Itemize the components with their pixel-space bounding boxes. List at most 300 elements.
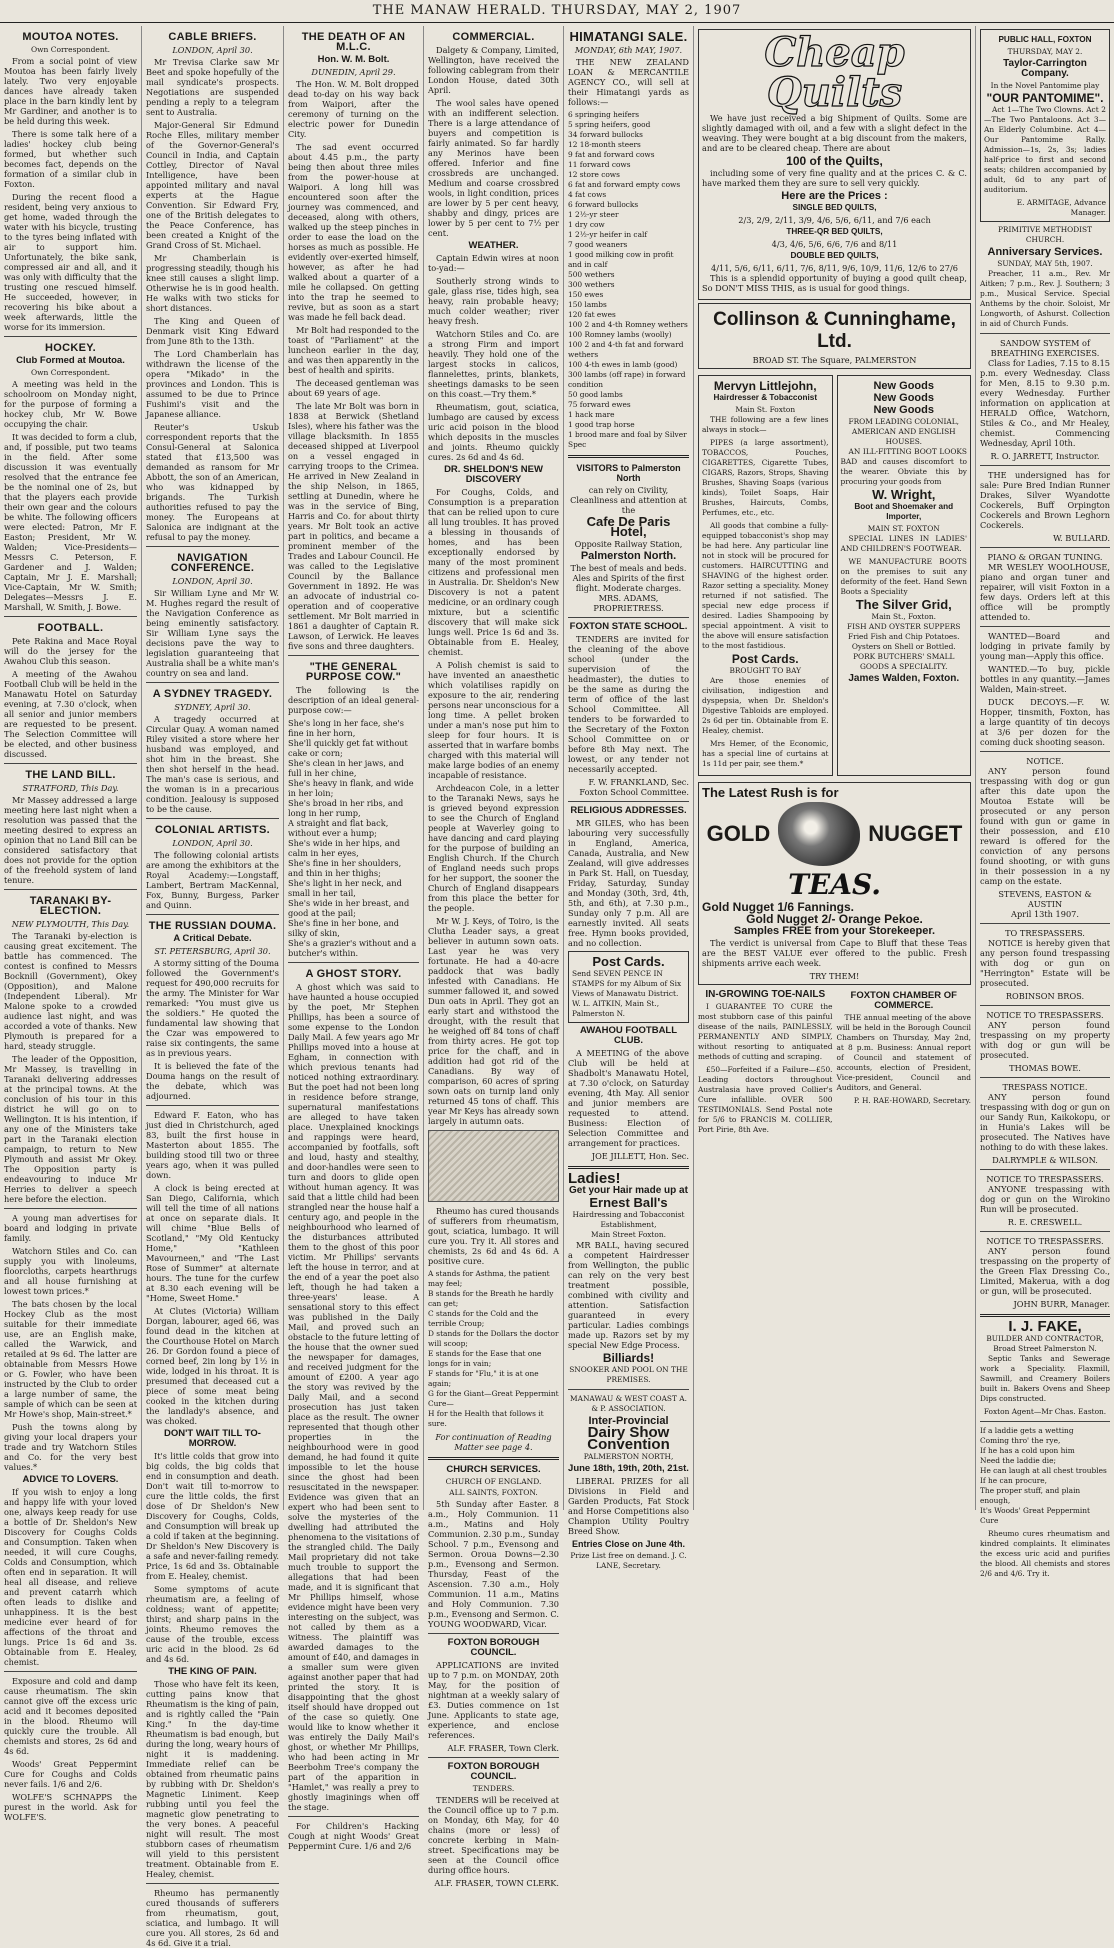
billiards-heading: Billiards!	[602, 1351, 655, 1365]
dont-wait-p: It's little colds that grow into big colds, the big colds that end in consumption and death. Don't wait till to-morrow to cure the little colds, the first dose of Dr Sheldon's New Discovery for Coughs, Colds, and Consumption will break up a cold if taken at the beginning. Dr Sheldon's New Discovery is a safe and never-failing remedy. Price, 1s 6d and 3s. Obtainable from E. Healey, chemist.	[146, 1451, 279, 1581]
stock-item: 50 good lambs	[568, 390, 623, 399]
divider	[568, 801, 689, 802]
stock-item: 1 2½-yr heifer in calf	[568, 230, 648, 239]
notice-date: April 13th 1907.	[1011, 909, 1079, 919]
sheldon-p: For Coughs, Colds, and Consumption is a preparation that can be relied upon to cure all lung troubles. It has proved a blessing in thousands of homes, and has been exceptionally endorsed by many of the most prominent citizens and professional men in Australia. Dr. Sheldon's New Discovery is not a patent medicine, or an ordinary cough mixture, but a scientific discovery that will make sick lungs well. Price 1s 6d and 3s. Obtainable from E. Healey, chemist.	[428, 487, 559, 657]
stock-item: 5 spring heifers, good	[568, 120, 651, 129]
dont-wait-heading: DON'T WAIT TILL TO-MORROW.	[164, 1428, 261, 1449]
polish-p: A Polish chemist is said to have invented an anaesthetic which volatilises rapidly on exposure to the air, rendering persons near unconscious for a long time. A pellet broken under a man's nose put him to sleep for four hours. It is asserted that in warfare bombs charged with this material will make large bodies of an enemy incapable of resistance.	[428, 660, 559, 780]
poem-line: It's Woods' Great Peppermint Cure	[980, 1506, 1090, 1525]
quilts-ad	[698, 29, 971, 300]
column-1	[0, 26, 142, 1822]
divider	[4, 336, 137, 337]
continuation-note: For continuation of Reading Matter see page 4.	[435, 1432, 552, 1452]
king-of-pain-p: Those who have felt its keen, cutting pains know that Rheumatism is the king of pain, and is rightly called the "Pain King." In the day-time Rheumatism is bad enough, but during the long, weary hours of night it is maddening. Immediate relief can be obtained from rheumatic pains by rubbing with Dr. Sheldon's Magnetic Liniment. Keep rubbing until you feel the magnetic glow penetrating to the very bones. A peaceful night will result. The most stubborn cases of rheumatism will yield to this persistent treatment. Obtainable from E. Healey, chemist.	[146, 1679, 279, 1879]
single-quilts-prices: 2/3, 2/9, 2/11, 3/9, 4/6, 5/6, 6/11, and 7/6 each	[738, 215, 931, 225]
billiards-p: SNOOKER AND POOL ON THE PREMISES.	[569, 1365, 688, 1384]
school-heading: FOXTON STATE SCHOOL.	[569, 621, 688, 632]
single-quilts-heading: SINGLE BED QUILTS,	[792, 203, 877, 212]
poem-line: If he can procure,	[980, 1476, 1048, 1485]
new-goods-source: FROM LEADING COLONIAL, AMERICAN AND ENGLISH HOUSES.	[848, 417, 960, 446]
trespass-heading-1: TO TRESPASSERS.	[1005, 928, 1085, 938]
littlejohn-address: Main St. Foxton	[735, 405, 796, 414]
quilts-count: 100 of the Quilts,	[786, 154, 883, 168]
woods-p: Woods' Great Peppermint Cure for Coughs and Colds never fails. 1/6 and 2/6.	[4, 1759, 137, 1789]
chamber-ad	[837, 988, 972, 1138]
fannings-line: Gold Nugget 1/6 Fannings.	[702, 900, 855, 914]
religious-heading: RELIGIOUS ADDRESSES.	[570, 805, 687, 816]
poem-line: She's wide in her hips, and calm in her eyes,	[288, 838, 401, 858]
silver-grid-p2: Fried Fish and Chip Potatoes. Oysters on Shell or Bottled.	[848, 632, 960, 651]
colonial-p1: The following colonial artists are among the exhibitors at the Royal Academy:—Longstaff, Lambert, Bertram MacKennal, Fox, Bunny, Burgess, Parker and Quinn.	[146, 850, 279, 910]
cable-p2: Major-General Sir Edmund Roche Elles, military member of the Governor-General's Council in India, and Captain Cottley, Director of Naval Intelligence, have been appointed military and naval experts at the Hague Convention. Sir Edward Fry, one of the British delegates to the Peace Conference, has been created a Knight of the Grand Cross of St. Michael.	[146, 120, 279, 250]
sydney-p1: A tragedy occurred at Circular Quay. A woman named Riley visited a store where her husband was employed, and shot him in the breast. She then shot herself in the head. The man's case is serious, and the woman is in a precarious condition. Jealousy is supposed to be the cause.	[146, 714, 279, 814]
divider	[568, 1166, 689, 1169]
stock-item: 6 forward bullocks	[568, 200, 639, 209]
anniversary-heading: Anniversary Services.	[987, 246, 1103, 258]
watchorn-p: Watchorn Stiles and Co. are a strong Firm and import heavily. They hold one of the largest stocks in calicos, flannelettes, prints, blankets, sheetings damasks to be seen on this coast.—Try them.*	[428, 329, 559, 399]
show-p: LIBERAL PRIZES for all Divisions in Field and Garden Products, Fat Stock and Horse Competitions also Champion Utility Poultry Breed Show.	[568, 1476, 689, 1536]
stock-item: 1 hack mare	[568, 410, 615, 419]
divider	[568, 455, 689, 458]
cable-p3: Mr Chamberlain is progressing steadily, though his knee still causes a slight limp. Otherwise he is in good health. He walks with two sticks for short distances.	[146, 253, 279, 313]
keys-p: Mr W. J. Keys, of Toiro, is the Clutha Leader says, a great believer in autumn sown oats. Last year he was very fortunate. He had a 40-acre paddock that was badly infested with Canadians. He summer fallowed it, and sowed Dun oats in April. They got an early start and withstood the drought, with the result that he weighed off 84 tons of chaff from thirty acres. He got top price for the chaff, and in addition had got rid of the Canadians. By way of comparison, 60 acres of spring sown oats on turnip land only returned 45 tons of chaff. This year Mr Keys has already sown largely in autumn oats.	[428, 916, 559, 1126]
hockey-heading: HOCKEY.	[45, 342, 96, 354]
ball-subtitle: Hairdressing and Tobacconist Establishment,	[572, 1210, 685, 1229]
masthead: THE MANAW HERALD. THURSDAY, MAY 2, 1907	[0, 0, 1114, 23]
bay-heading: BROUGHT TO BAY	[729, 666, 802, 675]
hockey-byline: Own Correspondent.	[30, 368, 111, 377]
poem-line: She's a grazier's without and a butcher's within.	[288, 938, 417, 958]
divider	[568, 617, 689, 618]
alphabet-line: C stands for the Cold and the terrible Croup;	[428, 1309, 539, 1328]
awahou-signature: JOE JILLETT, Hon. Sec.	[591, 1151, 689, 1161]
alphabet-line: F stands for "Flu," it is at one again;	[428, 1369, 539, 1388]
cafe-location: Opposite Railway Station,	[574, 539, 683, 549]
fake-p: Septic Tanks and Sewerage work a Speciality. Flaxmill, Sawmill, and Creamery Boilers built in. Bakers Ovens and Sheep Dips constructed.	[980, 1354, 1110, 1403]
gold-nugget-ad	[698, 782, 971, 985]
fake-agent: Foxton Agent—Mr Chas. Easton.	[983, 1407, 1107, 1416]
new-goods-heading: New Goods	[873, 404, 934, 416]
laddie-poem	[980, 1426, 1110, 1526]
piano-heading: PIANO & ORGAN TUNING.	[987, 552, 1103, 562]
divider	[146, 1105, 279, 1106]
three-quarter-quilts-prices: 4/3, 4/6, 5/6, 6/6, 7/6 and 8/11	[771, 239, 898, 249]
taranaki-p2: The leader of the Opposition, Mr Massey, is travelling in Taranaki delivering addresses at the principal towns. At the conclusion of his tour in this district he will go on to Wellington. It is his intention, if any one of the Ministers take part in the Taranaki election campaign, to return to New Plymouth and assist Mr Okey. The Opposition party is endeavouring to induce Mr Herries to deliver a speech here before the election.	[4, 1054, 137, 1204]
wright-name: W. Wright,	[872, 487, 936, 502]
new-goods-heading: New Goods	[873, 392, 934, 404]
alphabet-list	[428, 1269, 559, 1429]
poem-line: She's broad in her ribs, and long in her rump,	[288, 798, 404, 818]
notice-p: ANY person found trespassing with dog or gun after this date upon the Moutoa Estate will be prosecuted or any person found with gun or game in their possession, and £10 reward is offered for the conviction of any persons found shooting, or with guns in their possession in a ny camp on the estate.	[980, 766, 1110, 886]
postcards-p: Send SEVEN PENCE IN STAMPS for my Album of Six Views of Manawatu District. W. L. AITKIN, Main St., Palmerston N.	[572, 969, 682, 1018]
football-heading: FOOTBALL.	[37, 622, 104, 634]
quilts-p2: including some of very fine quality and at the prices C. & C. have marked them they are sure to sell very quickly.	[702, 168, 967, 188]
littlejohn-p1: THE following are a few lines always in stock—	[702, 415, 829, 434]
alphabet-line: E stands for the Ease that one longs for in vain;	[428, 1349, 542, 1368]
toe-nails-ad	[698, 988, 833, 1138]
stock-item: 7 good weaners	[568, 240, 628, 249]
column-3	[284, 26, 424, 1851]
stock-item: 12 store cows	[568, 170, 620, 179]
stock-item: 12 18-month steers	[568, 140, 641, 149]
divider	[4, 1208, 137, 1209]
commercial-heading: COMMERCIAL.	[452, 31, 535, 43]
stock-item: 300 lambs (off rape) in forward condition	[568, 370, 686, 389]
stock-item: 75 forward ewes	[568, 400, 631, 409]
quilts-p1: We have just received a big Shipment of Quilts. Some are slightly damaged with oil, and a few with a slight defect in the weaving. They were bought at a big discount from the makers, and are to be cleared cheap. There are about	[702, 113, 967, 153]
divider	[980, 547, 1110, 548]
weather-heading: WEATHER.	[468, 240, 519, 251]
postcards-heading: Post Cards.	[731, 652, 799, 666]
column-4	[424, 26, 564, 1888]
mlc-subheading: Hon. W. M. Bolt.	[317, 54, 390, 65]
public-hall-heading: PUBLIC HALL, FOXTON	[998, 35, 1092, 44]
mlc-p3: Mr Bolt had responded to the toast of "Parliament" at the luncheon earlier in the day, and was then apparently in the best of health and spirits.	[288, 325, 419, 375]
fake-name: I. J. FAKE,	[1008, 1318, 1082, 1335]
sydney-heading: A SYDNEY TRAGEDY.	[152, 688, 273, 700]
poem-line: If a laddie gets a wetting	[980, 1426, 1074, 1435]
play-title: "OUR PANTOMIME".	[986, 91, 1104, 105]
divider	[4, 763, 137, 764]
stock-item: 11 forward cows	[568, 160, 631, 169]
trespass-signature-5: JOHN BURR, Manager.	[1013, 1299, 1110, 1309]
latest-rush-heading: The Latest Rush is for	[702, 785, 839, 800]
chamber-signature: P. H. RAE-HOWARD, Secretary.	[853, 1096, 971, 1105]
hockey-p2: It was decided to form a club, and, if possible, put two teams in the field. After some discussion it was eventually resolved that the entrance fee be the nominal one of 2s, but that the players each provide their own gear and the colours be white. The following officers were elected: Patron, Mr F. Easton; President, Mr W. Walden; Vice-Presidents—Messrs C. Peterson, F. Gardener and J. Walden; Captain, Mr J. E. Marshall; Vice-Captain, Mr W. Smith; Delegates—Messrs J. E. Marshall, W. Smith, J. Bowe.	[4, 432, 137, 612]
wright-trade: Boot and Shoemaker and Importer,	[854, 502, 954, 521]
taranaki-heading: TARANAKI BY-ELECTION.	[29, 895, 112, 917]
child-cough-p: For Children's Hacking Cough at night Woods' Great Peppermint Cure. 1/6 and 2/6	[288, 1821, 419, 1851]
stock-item: 150 ewes	[568, 290, 604, 299]
stock-item: 120 fat ewes	[568, 310, 616, 319]
poultry-sale-signature: W. BULLARD.	[1053, 533, 1110, 543]
stock-item: 1 dry cow	[568, 220, 605, 229]
ad-row	[698, 988, 971, 1138]
divider	[428, 1457, 559, 1460]
divider	[980, 1314, 1110, 1317]
russian-heading: THE RUSSIAN DOUMA.	[148, 920, 277, 932]
commercial-p2: The wool sales have opened with an indifferent selection. There is a large attendance of buyers and competition is fairly animated. So far hardly any Merinos have been offered. Inferior and fine crossbreds are unchanged. Medium and coarse crossbred wools, in light condition, prices are lower by 5 per cent heavy, shabby and dingy, prices are lower by 5 per cent to 7½ per cent.	[428, 98, 559, 238]
wright-address: MAIN ST. FOXTON	[867, 524, 940, 533]
divider	[980, 1421, 1110, 1422]
column-6	[694, 26, 976, 1510]
divider	[146, 818, 279, 819]
divider	[980, 465, 1110, 466]
trespass-signature-3: DALRYMPLE & WILSON.	[992, 1155, 1098, 1165]
primitive-methodist-heading: PRIMITIVE METHODIST CHURCH.	[997, 225, 1093, 244]
divider	[146, 546, 279, 547]
show-town: PALMERSTON NORTH,	[583, 1452, 674, 1461]
toe-nails-heading: IN-GROWING TOE-NAILS	[705, 989, 826, 1000]
russian-subheading: A Critical Debate.	[173, 933, 252, 944]
russian-p2: It is believed the fate of the Douma hangs on the result of the debate, which was adjourned.	[146, 1061, 279, 1101]
school-p: TENDERS are invited for the cleaning of the above school (under the supervision of the headmaster), the duties to be the same as during the term of office of the last School Committee. All tenders to be forwarded to the Secretary of the Foxton School Committee on or before 8th May next. The lowest, or any tender not necessarily accepted.	[568, 634, 689, 774]
engraving-image	[428, 1130, 559, 1202]
pekoe-line: Gold Nugget 2/- Orange Pekoe.	[746, 912, 923, 926]
wolfe-p: WOLFE'S SCHNAPPS the purest in the world. Ask for WOLFE'S.	[4, 1792, 137, 1822]
toe-nails-p1: I GUARANTEE TO CURE the most stubborn case of this painful disease of the nails, PAINLESSLY, PERMANENTLY AND SIMPLY, without resorting to antiquated methods of cutting and scraping.	[698, 1002, 833, 1061]
ball-p: MR BALL, having secured a competent Hairdresser from Wellington, the public can rely on the very best treatment possible, combined with civility and attention. Satisfaction guaranteed in every particular. Ladies combings made up. Razors set by my special New Edge Process.	[568, 1240, 689, 1350]
cow-poem	[288, 718, 419, 958]
moutoa-byline: Own Correspondent.	[30, 45, 111, 54]
misc-p3: The bats chosen by the local Hockey Club as the most suitable for their immediate use, are an English make, called the Warwick, and retailed at 9s 6d. The latter are obtainable from Messrs Howe or G. Fowler, who have been instructed by the Club to order a large number of same, the sample of which can be seen at Mr Howe's shop, Main-street.*	[4, 1299, 137, 1419]
littlejohn-p2: PIPES (a large assortment), TOBACCOS, Pouches, CIGARETTES, Cigarette Tubes, CIGARS, Razors, Strops, Shaving Brushes, Shaving Soaps (various kinds), Toilet Soaps, Hair Brushes, Haircuts, Combs, Perfumes, etc., etc.	[702, 438, 829, 517]
verdict-p: The verdict is universal from Cape to Bluff that these Teas are the BEST VALUE ever offered to the public. Fresh shipments arrive each week.	[702, 938, 967, 968]
divider	[980, 333, 1110, 334]
double-quilts-heading: DOUBLE BED QUILTS,	[790, 251, 879, 260]
notice-heading: NOTICE.	[1026, 756, 1064, 766]
wanted-p1: WANTED—Board and lodging in private family by young man—Apply this office.	[980, 631, 1110, 661]
sandow-p: Class for Ladies, 7.15 to 8.15 p.m. every Wednesday. Class for Men, 8.15 to 9.30 p.m. every Wednesday. Further information on application at HERALD Office, Watchorn, Stiles & Co., and Mr Healey, chemist. Commencing Wednesday, April 10th.	[980, 358, 1110, 448]
visitors-p: can rely on Civility, Cleanliness and attention at the	[570, 485, 687, 515]
divider	[146, 682, 279, 683]
divider	[980, 923, 1110, 924]
navigation-heading: NAVIGATION CONFERENCE.	[170, 552, 255, 574]
borough-council-signature-2: ALF. FRASER, TOWN CLERK.	[434, 1878, 559, 1888]
cow-heading: "THE GENERAL PURPOSE COW."	[305, 661, 402, 683]
poultry-sale-p: THE undersigned has for sale: Pure Bred Indian Runner Drakes, Silver Wyandotte Cockerels, Buff Orpington Cockerels and Brown Leghorn Cockerels.	[980, 470, 1110, 530]
ladies-p: Get your Hair made up at	[569, 1185, 688, 1196]
mlc-p2: The sad event occurred about 4.45 p.m., the party being then about three miles from the power-house at Waipori. A long hill was encountered soon after the journey was commenced, and deceased, along with others, walked up the steep pinches in order to ease the load on the horses as much as possible. He evidently over-exerted himself, however, as after he had walked about a quarter of a mile he collapsed. On getting into the trap he seemed to revive, but as soon as a start was made he fell back dead.	[288, 142, 419, 322]
borough-council-p1: APPLICATIONS are invited up to 7 p.m. on MONDAY, 20th May, for the position of nightman at a weekly salary of £3. Duties commence on 1st June. Applicants to state age, experience, and enclose references.	[428, 1660, 559, 1740]
prices-heading: Here are the Prices :	[781, 190, 888, 202]
stock-item: 6 springing heifers	[568, 110, 640, 119]
column-2	[142, 26, 284, 1948]
divider	[4, 889, 137, 890]
misc-p2: Watchorn Stiles and Co. can supply you with linoleums, floorcloths, carpets hearthrugs and all house furnishing at lowest town prices.*	[4, 1246, 137, 1296]
poem-line: Need the laddie die;	[980, 1456, 1057, 1465]
church-heading: CHURCH SERVICES.	[446, 1464, 541, 1475]
dairy-show-heading: Dairy Show	[587, 1424, 670, 1441]
commercial-p1: Dalgety & Company, Limited, Wellington, have received the following cablegram from their London House, dated 30th April.	[428, 45, 559, 95]
ladies-heading: Ladies!	[568, 1170, 621, 1187]
anniversary-date: SUNDAY, MAY 5th, 1907.	[997, 259, 1093, 268]
advice-heading: ADVICE TO LOVERS.	[22, 1474, 119, 1485]
entries-close: Entries Close on June 4th.	[571, 1539, 686, 1549]
stock-item: 4 fat cows	[568, 190, 607, 199]
convention-heading: Convention	[587, 1436, 670, 1453]
littlejohn-name: Mervyn Littlejohn,	[713, 379, 817, 393]
trespass-p4: ANYONE trespassing with dog or gun on the Wirokino Run will be prosecuted.	[980, 1184, 1110, 1214]
divider	[288, 655, 419, 656]
stock-item: 300 wethers	[568, 280, 615, 289]
divider	[980, 1169, 1110, 1170]
eaton-p: Edward F. Eaton, who has just died in Christchurch, aged 83, built the first house in Masterton about 1855. The building stood till two or three years ago, when it was pulled down.	[146, 1110, 279, 1180]
football-p2: A meeting of the Awahou Football Club will be held in the Manawatu Hotel on Saturday evening, at 7.30 o'clock, when all senior and junior members are requested to be present. The Selection Committee will be elected, and other business discussed.	[4, 669, 137, 759]
awahou-p: A MEETING of the above Club will be held at Shadbolt's Manawatu Hotel, at 7.30 o'clock, on Saturday evening, 4th May. All senior and junior members are requested to attend. Business: Election of Selection Committee and arrangement for practices.	[568, 1048, 689, 1148]
colonial-dateline: LONDON, April 30.	[172, 838, 253, 848]
samples-line: Samples FREE from your Storekeeper.	[733, 925, 936, 937]
king-of-pain-heading: THE KING OF PAIN.	[168, 1666, 257, 1677]
navigation-p1: Sir William Lyne and Mr W. M. Hughes regard the result of the Navigation Conference as being eminently satisfactory. Sir William Lyne says the decisions pave the way to legislation guaranteeing that Australia shall be a white man's country on sea and land.	[146, 588, 279, 678]
public-hall-ad	[980, 29, 1110, 222]
stock-item: 1 good milking cow in profit and in calf	[568, 250, 674, 269]
stock-item: 100 4-th ewes in lamb (good)	[568, 360, 678, 369]
cable-p5: The Lord Chamberlain has withdrawn the license of the opera "Mikado" in the provinces and London. This is assumed to be due to Prince Fushimi's visit and the Japanese alliance.	[146, 349, 279, 419]
divider	[980, 1077, 1110, 1078]
stock-item: 6 fat and forward empty cows	[568, 180, 681, 189]
mlc-heading: THE DEATH OF AN M.L.C.	[301, 31, 406, 53]
anniversary-p: Preacher, 11 a.m., Rev. Mr Aitken; 7 p.m., Rev. J. Southern; 3 p.m., Musical Service. Special Anthems by the choir. Soloist, Mr Longworth, of Ashurst. Collection in aid of Church Funds.	[980, 269, 1110, 328]
littlejohn-ad	[698, 375, 833, 776]
silver-grid-p1: FISH AND OYSTER SUPPERS	[847, 622, 961, 631]
divider	[146, 914, 279, 915]
stock-item: 1 brood mare and foal by Silver Spec	[568, 430, 687, 449]
divider	[980, 1005, 1110, 1006]
divider	[288, 962, 419, 963]
divider	[428, 1633, 559, 1634]
stock-item: 100 2 and 4-th fat and forward wethers	[568, 340, 684, 359]
divider	[146, 1883, 279, 1884]
divider	[288, 1816, 419, 1817]
divider	[428, 1757, 559, 1758]
stock-item: 34 forward bullocks	[568, 130, 643, 139]
mlc-dateline: DUNEDIN, April 29.	[311, 67, 396, 77]
wanted-p2: WANTED.—To buy, pickle bottles in any quantity.—James Walden, Main-street.	[980, 664, 1110, 694]
moutoa-p2: There is some talk here of a ladies' hockey club being formed, but whether such becomes fact, depends on the formation of a similar club in Foxton.	[4, 129, 137, 189]
cheap-quilts-heading: Cheap Quilts	[764, 29, 905, 116]
divider	[4, 1671, 137, 1672]
stock-list	[568, 110, 689, 450]
church-location: ALL SAINTS, FOXTON.	[449, 1488, 538, 1497]
sydney-dateline: SYDNEY, April 30.	[174, 702, 251, 712]
cable-p4: The King and Queen of Denmark visit King Edward from June 8th to the 13th.	[146, 316, 279, 346]
poem-line: She's clean in her jaws, and full in her chine,	[288, 758, 404, 778]
sheldon-heading: DR. SHELDON'S NEW DISCOVERY	[444, 464, 543, 485]
poem-line: She's light in her neck, and small in her tail,	[288, 878, 402, 898]
land-bill-p1: Mr Massey addressed a large meeting here last night when a resolution was passed that the meeting desired to express an opinion that no Land Bill can be considered satisfactory that does not provide for the option of the freehold system of land tenure.	[4, 795, 137, 885]
stock-item: 150 lambs	[568, 300, 607, 309]
cafe-name: Cafe De Paris Hotel,	[586, 514, 671, 539]
hemer-p: Mrs Hemer, of the Economic, has a special line of curtains at 1s 11d per pair, see them.*	[702, 739, 829, 768]
poem-line: She's fine in her shoulders, and thin in her thighs;	[288, 858, 402, 878]
collinson-name: Collinson & Cunninghame, Ltd.	[713, 309, 956, 352]
try-them: TRY THEM!	[809, 971, 860, 981]
wright-p1: SPECIAL LINES IN LADIES' AND CHILDREN'S FOOTWEAR.	[840, 534, 967, 553]
alphabet-line: B stands for the Breath he hardly can get;	[428, 1289, 554, 1308]
himatangi-date: MONDAY, 6th MAY, 1907.	[574, 45, 683, 55]
alphabet-line: H for the Health that follows it sure.	[428, 1409, 544, 1428]
chamber-p: THE annual meeting of the above will be held in the Borough Council Chambers on Thursday, May 2nd, at 8 p.m. Business: Annual report of Council and statement of accounts, election of President, Vice-president, Council and Auditors, and General.	[836, 1013, 971, 1092]
trespass-heading-5: NOTICE TO TRESPASSERS.	[986, 1236, 1104, 1246]
stock-item: 1 2½-yr steer	[568, 210, 619, 219]
ball-name: Ernest Ball's	[589, 1195, 668, 1210]
church-p: 5th Sunday after Easter. 8 a.m., Holy Communion. 11 a.m., Matins and Holy Communion. 2.30 p.m., Sunday School. 7 p.m., Evensong and Sermon. Oroua Downs—2.30 p.m., Evensong and Sermon. Thursday, Feast of the Ascension. 7.30 a.m., Holy Communion. 11 a.m., Matins and Holy Communion. 7.30 p.m., Evensong and Sermon. C. YOUNG WOODWARD, Vicar.	[428, 1499, 559, 1629]
trespass-p5: ANY person found trespassing on the property of the Green Flax Dressing Co., Limited, Makerua, with a dog or gun, will be prosecuted.	[980, 1246, 1110, 1296]
divider	[980, 1231, 1110, 1232]
poem-line: He can laugh at all chest troubles	[980, 1466, 1107, 1475]
weather-p2: Southerly strong winds to gale, glass rise, tides high, sea heavy, rain probable heavy; much colder weather; river heavy fresh.	[428, 276, 559, 326]
teas-heading: TEAS.	[788, 868, 881, 901]
clock-p: A clock is being erected at San Diego, California, which will tell the time of all nations at once on separate dials. It will chime "Blue Bells of Scotland," "My Old Kentucky Home," "Kathleen Mavourneen," and "The Last Rose of Summer" at alternate hours. The tune for the curfew at 8.30 each evening will be "Home, Sweet Home."	[146, 1183, 279, 1303]
cable-dateline: LONDON, April 30.	[172, 45, 253, 55]
alphabet-line: A stands for Asthma, the patient may feel;	[428, 1269, 550, 1288]
silver-grid-address: Main St., Foxton.	[871, 612, 936, 621]
borough-council-signature-1: ALF. FRASER, Town Clerk.	[447, 1743, 559, 1753]
cafe-signature: MRS. ADAMS, PROPRIETRESS.	[593, 593, 664, 613]
collinson-ad	[698, 303, 971, 369]
public-hall-p: Act 1—The Two Clowns. Act 2—The Two Pantaloons. Act 3—An Elderly Columbine. Act 4—Our Pantomime Rally. Admission—1s, 2s, 3s; ladies half-price to first and second seats; children accompanied by adult, 6d to any part of auditorium.	[984, 105, 1106, 194]
toe-nails-p2: £50—Forfeited if a Failure—£50. Leading doctors throughout Australasia have proved Collier's Cure infallible. OVER 500 TESTIMONIALS. Send Postal note for 5/6 to FRANCIS M. COLLIER, Port Pirie, 8th Ave.	[698, 1065, 833, 1134]
ad-row	[698, 372, 971, 779]
football-p1: Pete Rakina and Mace Royal will do the jersey for the Awahou Club this season.	[4, 636, 137, 666]
quilts-p3: This is a splendid opportunity of buying a good quilt cheap, So DON'T MISS THIS, as is usual for good things.	[702, 273, 967, 293]
trespass-heading-4: NOTICE TO TRESPASSERS.	[986, 1174, 1104, 1184]
borough-council-heading-2: FOXTON BOROUGH COUNCIL.	[447, 1761, 540, 1782]
stock-item: 1 good trap horse	[568, 420, 635, 429]
alphabet-line: G for the Giant—Great Peppermint Cure—	[428, 1389, 559, 1408]
fake-trade: BUILDER AND CONTRACTOR,	[986, 1334, 1104, 1343]
poem-line: She's fine in her bone, and silky of skin,	[288, 918, 399, 938]
land-bill-dateline: STRATFORD, This Day.	[22, 783, 119, 793]
misc-p1: A young man advertises for board and lodging in private family.	[4, 1213, 137, 1243]
misc-p4: Push the towns along by giving your local drapers your trade and try Watchorn Stiles and Co. for the very best values.*	[4, 1422, 137, 1472]
moutoa-p3: During the recent flood a resident, being very anxious to get home, waded through the water with his bicycle, trusting to the tyres being inflated with air to support him. Unfortunately, the bike sank, compressed air and all, and it was only with difficulty that the trusting one rescued himself. He succeeded, however, in recovering his bike about a week afterwards, little the worse for its immersion.	[4, 192, 137, 332]
walden-name: James Walden, Foxton.	[848, 673, 960, 684]
three-quarter-quilts-heading: THREE-QR BED QUILTS,	[786, 227, 883, 236]
duck-decoys-p: DUCK DECOYS.—F. W. Hopper, tinsmith, Foxton, has a large quantity of tin decoys at 3/6 per dozen for the coming duck shooting season.	[980, 697, 1110, 747]
poem-line: She's long in her face, she's fine in her horn,	[288, 718, 404, 738]
clutes-p: At Clutes (Victoria) William Dorgan, labourer, aged 66, was found dead in the kitchen at the Courthouse Hotel on March 26. Dr Gordon found a piece of corned beef, 2in long by 1½ in wide, lodged in his throat. It is presumed that deceased cut a piece of some meat being cooked in the kitchen during the landlady's absence, and was choked.	[146, 1306, 279, 1426]
divider	[980, 626, 1110, 627]
trespass-p1: NOTICE is hereby given that any person found trespassing with dog or gun on "Herrington" Estate will be prosecuted.	[980, 938, 1110, 988]
collinson-address: BROAD ST. The Square, PALMERSTON	[752, 355, 917, 365]
piano-p: MR WESLEY WOOLHOUSE, piano and organ tuner and repairer, will visit Foxton in a few days. Orders left at this office will be promptly attended to.	[980, 562, 1110, 622]
exposure-p: Exposure and cold and damp cause rheumatism. The skin cannot give off the excess uric acid and it becomes deposited in the blood. Rheumo will quickly cure the trouble. All chemists and stores, 2s 6d and 4s 6d.	[4, 1676, 137, 1756]
religious-p: MR GILES, who has been labouring very successfully in England, America, Canada, Australia, and New Zealand, will give addresses in Park St. Hall, on Tuesday, Friday, Saturday, Sunday and Monday (30th, 3rd, 4th, 5th, and 6th), at 7.30 p.m., Sunday only 7 p.m. All are earnestly invited. All seats free. Hymn books provided, and no collection.	[568, 818, 689, 948]
taranaki-p1: The Taranaki by-election is causing great excitement. The battle has commenced. The contest is confined to Messrs Bocknill (Government), Okey (Opposition), and Malone (Independent Liberal). Mr Malone spoke to a crowded audience last night, and was accorded a vote of thanks. New Plymouth is prepared for a hard, steady struggle.	[4, 931, 137, 1051]
trespass-heading-3: TRESPASS NOTICE.	[1002, 1082, 1088, 1092]
poem-line: If he has a cold upon him	[980, 1446, 1075, 1455]
trespass-signature-2: THOMAS BOWE.	[1009, 1063, 1081, 1073]
himatangi-heading: HIMATANGI SALE.	[569, 29, 688, 44]
poem-line: She's heavy in flank, and wide in her loin;	[288, 778, 414, 798]
public-hall-date: THURSDAY, MAY 2.	[1007, 47, 1083, 56]
mlc-p5: The late Mr Bolt was born in 1838 at Berwick (Shetland Isles), where his father was the village blacksmith. In 1855 deceased shipped at Liverpool on a vessel engaged in carrying troops to the Crimea. He arrived in New Zealand in the ship Nelson, in 1865, settling at Dunedin, where he was in the service of Bing, Harris and Co. for about thirty years. Mr Bolt took an active part in politics, and became a prominent member of the Trades and Labour Council. He was called to the Legislative Council by the Ballance Government in 1892. He was an advocate of industrial co-operation and of cooperative settlement. Mr Bolt married in 1861 a daughter of Captain R. Lawson, of Lerwick. He leaves five sons and three daughters.	[288, 401, 419, 651]
moutoa-p1: From a social point of view Moutoa has been fairly lively lately. Two very enjoyable dances have already taken place in the barn kindly lent by Mr Gardiner, and another is to be held during this week.	[4, 56, 137, 126]
inter-provincial-heading: Inter-Provincial	[588, 1415, 669, 1427]
gold-label: GOLD	[706, 821, 771, 846]
russian-p1: A stormy sitting of the Douma followed the Government's request for 490,000 recruits for the army. The Minister for War remarked: "You must give us the soldiers." He quoted the fundamental law showing that the Czar was empowered to raise six contingents, the same as in previous years.	[146, 958, 279, 1058]
trespass-signature-1: ROBINSON BROS.	[1005, 991, 1085, 1001]
moutoa-heading: MOUTOA NOTES.	[22, 31, 119, 43]
nugget-label: NUGGET	[868, 821, 963, 846]
cafe-town: Palmerston North.	[580, 550, 677, 562]
show-dates: June 18th, 19th, 20th, 21st.	[568, 1463, 689, 1474]
ghost-p1: A ghost which was said to have haunted a house occupied by the poet, Mr Stephen Phillips, has been a source of some expense to the London Daily Mail. A few years ago Mr Phillips moved into a house at Egham, in connection with which previous tenants had noticed nothing extraordinary. But the poet had not been long in residence before strange, supernatural manifestations are alleged to have taken place. Unexplained knockings and rappings were heard, accompanied by footfalls, soft and loud, hasty and stealthy, and door-handles were seen to turn and doors to glide open without human agency. It was said that a little child had been strangled near the house half a century ago, and people in the neighbourhood who learned of the disturbances attributed them to the ghost of this poor victim. Mr Phillips' servants left the house in terror, and at the end of a year the poet also left, though he had taken a three-years' lease. A sensational story to this effect was published in the Daily Mail, and proved such an obstacle to the future letting of the house that the owner sued the newspaper for damages, and received judgment for the amount of £200. A year ago the story was revived by the Daily Mail, and a second prosecution has just taken place as the result. The owner represented that though other properties in the neighbourhood were in good demand, he had found it quite impossible to let the house since the ghost had been resuscitated in the newspaper. Evidence was given that an expert who had been sent to solve the mysteries of the dwelling had attributed the phenomena to the visitations of the strangled child. The Daily Mail proprietary did not take much trouble to support the allegations that had been made, and it is significant that Mr Phillips himself, whose evidence might have been very interesting on the subject, was not called by them as a witness. The plaintiff was awarded damages to the amount of £40, and damages in a smaller sum were given against another paper that had printed the story. It is disappointing that the ghost itself should have dropped out of the case so quietly. One would like to know whether it was entirely the Daily Mail's ghost, or whether Mr Phillips, who had been acting in Mr Beerbohm Tree's company the part of the apparition in "Hamlet," was really a prey to ghostly imaginings when off the stage.	[288, 982, 419, 1812]
cable-heading: CABLE BRIEFS.	[168, 31, 257, 43]
land-bill-heading: THE LAND BILL.	[25, 769, 116, 781]
trespass-signature-4: R. E. CRESWELL.	[1007, 1217, 1083, 1227]
postcards-heading: Post Cards.	[592, 954, 665, 969]
littlejohn-trade: Hairdresser & Tobacconist	[713, 393, 818, 402]
ghost-heading: A GHOST STORY.	[305, 968, 402, 980]
taranaki-dateline: NEW PLYMOUTH, This Day.	[11, 919, 130, 929]
bay-p: Are those enemies of civilisation, indigestion and dyspepsia, when Dr. Sheldon's Digestive Tabloids are employed. 2s 6d per tin. Obtainable from E. Healey, chemist.	[702, 676, 829, 735]
trespass-p2: ANY person found trespassing on my property with dog or gun will be prosecuted.	[980, 1020, 1110, 1060]
stock-item: 100 Romney lambs (woolly)	[568, 330, 672, 339]
poem-line: She's wide in her breast, and good at the pail;	[288, 898, 410, 918]
pork-p: PORK BUTCHERS' SMALL GOODS A SPECIALITY.	[853, 652, 955, 671]
school-signature: F. W. FRANKLAND, Sec. Foxton School Committee.	[579, 777, 689, 797]
mlc-p1: The Hon. W. M. Bolt dropped dead to-day on his way back from Waipori, after the ceremony of turning on the electric power for Dunedin City.	[288, 79, 419, 139]
chamber-heading: FOXTON CHAMBER OF COMMERCE.	[850, 990, 957, 1011]
borough-council-heading-1: FOXTON BOROUGH COUNCIL.	[447, 1637, 540, 1658]
trespass-p3: ANY person found trespassing with dog or gun on our Sandy Run, Kaikokopu, or in Hunia's Lakes will be prosecuted. The Natives have nothing to do with these lakes.	[980, 1092, 1110, 1152]
divider	[568, 1389, 689, 1390]
association-heading: MANAWAU & WEST COAST A. & P. ASSOCIATION.	[570, 1394, 687, 1413]
